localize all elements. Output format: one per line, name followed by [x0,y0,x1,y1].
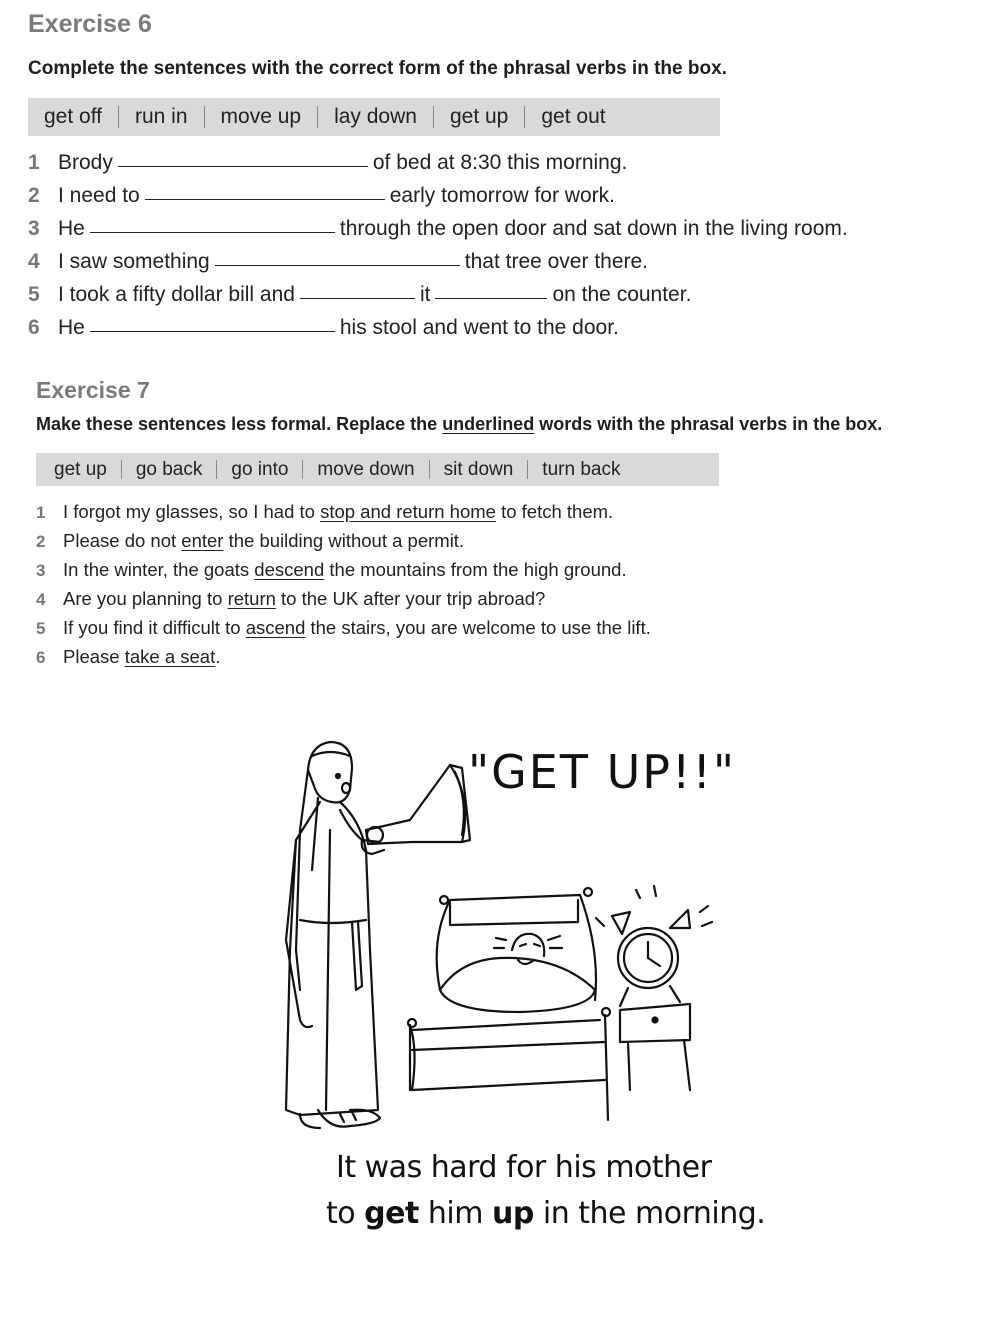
sentence-start: I took a fifty dollar bill and [58,283,295,306]
underlined-phrase: return [227,588,276,609]
word-box-item: get off [44,105,102,128]
exercise-7-item [36,646,220,668]
underlined-phrase: descend [254,559,325,580]
sentence-text: Please [63,646,125,667]
underlined-phrase: take a seat [124,646,216,667]
exercise-6-item [28,283,691,307]
word-box-item: sit down [443,458,514,480]
sentence-middle: it [419,283,431,306]
item-number: 3 [28,217,40,240]
word-box-item: move down [317,458,415,480]
answer-blank[interactable] [90,330,335,332]
word-box-item: turn back [542,458,621,480]
sentence-end: that tree over there. [464,250,649,273]
word-box-item: go into [231,458,289,480]
underlined-phrase: enter [181,530,224,551]
exercise-7-item [36,530,464,552]
sentence-text: . [215,646,221,667]
bed [408,888,610,1120]
exercise-6-item [28,217,848,241]
sentence-text: the building without a permit. [223,530,465,551]
sentence-start: He [58,217,85,240]
sentence-end: early tomorrow for work. [389,184,615,207]
word-box-item: lay down [334,105,417,128]
alarm-clock-icon [596,886,712,1090]
caption-bold-up: up [491,1196,534,1231]
sentence-text: to fetch them. [495,501,614,522]
word-box-item: get up [449,105,509,128]
word-box-item: get out [541,105,606,128]
instruction-underlined: underlined [442,414,535,434]
exercise-6-instruction: Complete the sentences with the correct form of the phrasal verbs in the box. [28,58,727,79]
word-box-item: go back [135,458,203,480]
word-box-item: move up [220,105,302,128]
sentence-start: Brody [58,151,113,174]
exercise-7-item [36,617,651,639]
mother-figure [286,742,384,1128]
sentence-text: If you find it difficult to [63,617,246,638]
item-number: 4 [28,250,40,273]
sentence-start: I need to [58,184,140,207]
item-number: 4 [36,590,46,609]
sentence-text: In the winter, the goats [63,559,255,580]
sentence-text: to the UK after your trip abroad? [275,588,546,609]
sentence-text: I forgot my glasses, so I had to [63,501,321,522]
exercise-7-title: Exercise 7 [36,377,150,403]
sentence-end: through the open door and sat down in the living room. [339,217,848,240]
sentence-start: I saw something [58,250,210,273]
exercise-6-word-box [28,98,720,136]
exercise-6-item [28,250,648,274]
caption-text: to [326,1196,365,1231]
answer-blank[interactable] [118,165,368,167]
sentence-text: the mountains from the high ground. [324,559,627,580]
answer-blank[interactable] [145,198,385,200]
exercise-6-item [28,151,627,175]
sentence-start: He [58,316,85,339]
exercise-7-instruction [36,414,882,435]
item-number: 1 [36,503,46,522]
item-number: 2 [36,532,46,551]
caption-line-1: It was hard for his mother [336,1150,712,1185]
answer-blank[interactable] [90,231,335,233]
item-number: 1 [28,151,40,174]
answer-blank[interactable] [300,297,415,299]
word-box-item: get up [54,458,107,480]
item-number: 6 [36,648,46,667]
item-number: 5 [36,619,46,638]
sentence-text: Are you planning to [63,588,228,609]
item-number: 2 [28,184,40,207]
underlined-phrase: stop and return home [320,501,496,522]
exercise-7-item [36,559,627,581]
instruction-text: words with the phrasal verbs in the box. [534,414,883,434]
exercise-6-item [28,316,619,340]
answer-blank[interactable] [435,297,547,299]
answer-blank[interactable] [215,264,460,266]
underlined-phrase: ascend [245,617,306,638]
exercise-7-item [36,501,613,523]
sentence-text: the stairs, you are welcome to use the lift. [305,617,651,638]
item-number: 3 [36,561,46,580]
sentence-text: Please do not [63,530,182,551]
instruction-text: Make these sentences less formal. Replace the [36,414,443,434]
caption-line-2 [326,1196,765,1231]
item-number: 6 [28,316,40,339]
caption-text: in the morning. [533,1196,766,1231]
exercise-7-word-box [36,453,719,486]
caption-text: him [418,1196,492,1231]
sentence-end: on the counter. [552,283,692,306]
exercise-6-title: Exercise 6 [28,10,152,38]
shout-text: "GET UP!!" [468,745,737,799]
exercise-7-item [36,588,545,610]
caption-bold-get: get [364,1196,419,1231]
sentence-end: of bed at 8:30 this morning. [372,151,628,174]
sentence-end: his stool and went to the door. [339,316,619,339]
word-box-item: run in [135,105,188,128]
item-number: 5 [28,283,40,306]
exercise-6-item [28,184,615,208]
